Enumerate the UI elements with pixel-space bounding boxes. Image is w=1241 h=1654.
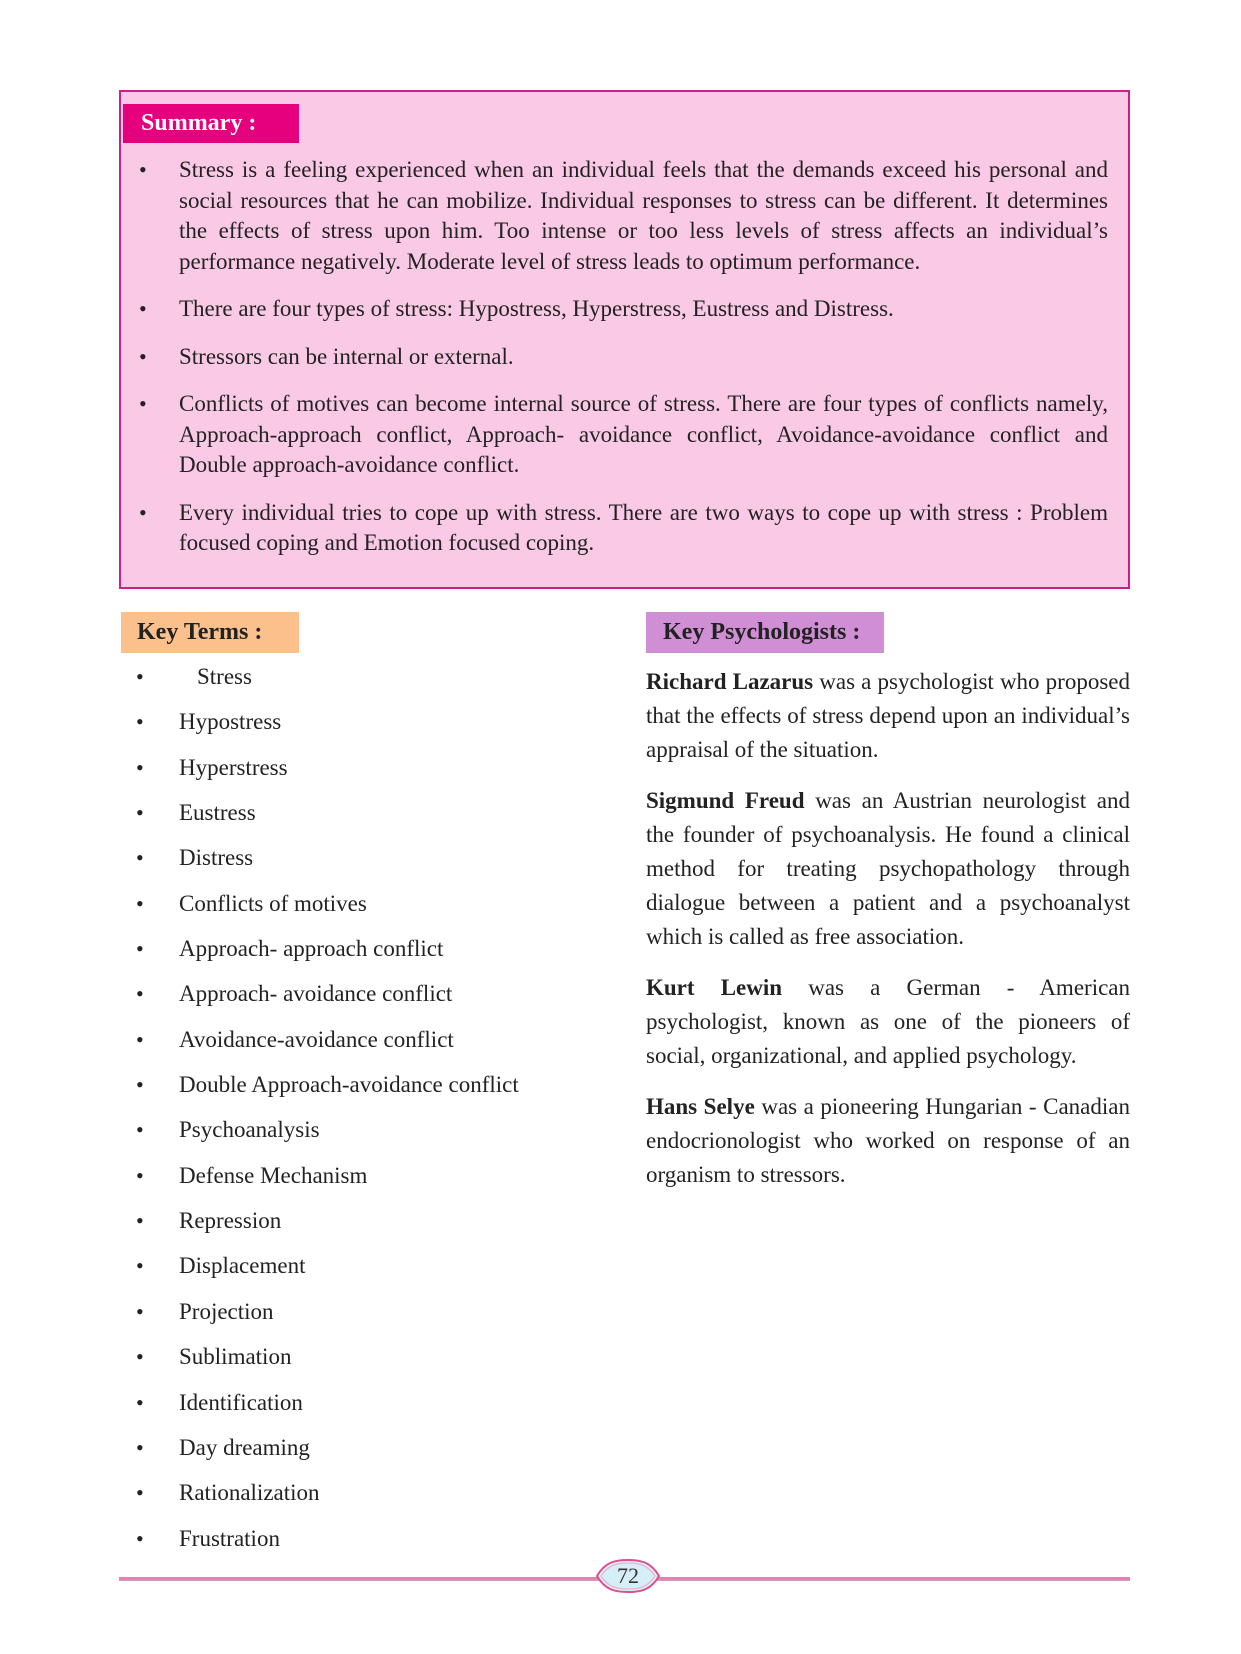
- key-term-item: • Hypostress: [121, 707, 601, 752]
- summary-list: [139, 155, 1108, 576]
- bullet: •: [136, 890, 144, 916]
- psychologist-name: Hans Selye: [646, 1094, 755, 1119]
- bullet: •: [136, 1480, 144, 1506]
- psychologist-name: Kurt Lewin: [646, 975, 783, 1000]
- key-term-item: • Psychoanalysis: [121, 1115, 601, 1160]
- bullet: •: [136, 800, 144, 826]
- psychologist-name: Richard Lazarus: [646, 669, 814, 694]
- key-psychologists-section: [646, 665, 1130, 1209]
- psychologist-entry: [646, 784, 1130, 954]
- bullet: •: [136, 1434, 144, 1460]
- bullet: •: [136, 936, 144, 962]
- summary-item: • Every individual tries to cope up with stress. There are two ways to cope up with stress : Problem focused coping and Emotion focused coping.: [139, 499, 1108, 555]
- key-term-item: • Frustration: [121, 1524, 601, 1569]
- key-terms-list: [121, 662, 601, 1569]
- key-term-item: • Sublimation: [121, 1342, 601, 1387]
- bullet: •: [139, 391, 147, 416]
- key-term-item: • Approach- approach conflict: [121, 934, 601, 979]
- bullet: •: [136, 1525, 144, 1551]
- key-term-item: • Defense Mechanism: [121, 1161, 601, 1206]
- key-term-item: • Avoidance-avoidance conflict: [121, 1025, 601, 1070]
- bullet: •: [139, 343, 147, 369]
- key-term-item: • Projection: [121, 1297, 601, 1342]
- key-term-item: • Conflicts of motives: [121, 889, 601, 934]
- key-term-item: • Displacement: [121, 1251, 601, 1296]
- bullet: •: [139, 296, 147, 321]
- page-number: 72: [617, 1563, 639, 1588]
- key-term-item: • Rationalization: [121, 1478, 601, 1523]
- psychologist-description: was a pioneering Hungarian - Canadian endocrionologist who worked on response of an organism to stressors.: [646, 1094, 1130, 1187]
- bullet: •: [136, 1026, 144, 1052]
- bullet: •: [136, 845, 144, 871]
- psychologist-description: was a psychologist who proposed that the effects of stress depend upon an individual’s appraisal of the situation.: [646, 669, 1131, 762]
- key-term-item: • Day dreaming: [121, 1433, 601, 1478]
- key-term-item: • Repression: [121, 1206, 601, 1251]
- summary-item: • Conflicts of motives can become internal source of stress. There are four types of conflicts namely, Approach-approach conflict, Approach- avoidance conflict, Avoidance-avoidance conflict and Double approach-avoidance conflict.: [139, 391, 1108, 477]
- bullet: •: [136, 1389, 144, 1415]
- key-term-item: • Identification: [121, 1388, 601, 1433]
- bullet: •: [136, 1117, 144, 1143]
- key-term-item: • Hyperstress: [121, 753, 601, 798]
- summary-item: • There are four types of stress: Hypostress, Hyperstress, Eustress and Distress.: [139, 294, 1108, 325]
- bullet: •: [136, 1344, 144, 1370]
- key-terms-heading: Key Terms :: [121, 612, 299, 653]
- bullet: •: [136, 1253, 144, 1279]
- summary-box: [119, 90, 1130, 589]
- bullet: •: [136, 709, 144, 735]
- page-number-badge: [593, 1558, 663, 1594]
- key-term-item: • Approach- avoidance conflict: [121, 979, 601, 1024]
- psychologist-description: was an Austrian neurologist and the founder of psychoanalysis. He found a clinical method for treating psychopathology through dialogue between a patient and a psychoanalyst which is called as free association.: [646, 788, 1130, 949]
- bullet: •: [139, 157, 147, 182]
- psychologist-entry: [646, 971, 1130, 1073]
- bullet: •: [136, 664, 144, 689]
- bullet: •: [136, 981, 144, 1007]
- key-term-item: • Distress: [121, 843, 601, 888]
- key-term-item: • Stress: [121, 662, 601, 707]
- bullet: •: [136, 1162, 144, 1188]
- bullet: •: [136, 754, 144, 780]
- summary-item: • Stressors can be internal or external.: [139, 342, 1108, 373]
- key-psychologists-heading: Key Psychologists :: [646, 612, 884, 653]
- bullet: •: [136, 1072, 144, 1098]
- psychologist-name: Sigmund Freud: [646, 788, 805, 813]
- key-term-item: • Eustress: [121, 798, 601, 843]
- psychologist-entry: [646, 1090, 1130, 1192]
- psychologist-entry: [646, 665, 1130, 767]
- key-term-item: • Double Approach-avoidance conflict: [121, 1070, 601, 1115]
- summary-heading: Summary :: [123, 104, 299, 143]
- psychologist-description: was a German - American psychologist, known as one of the pioneers of social, organizational, and applied psychology.: [646, 975, 1131, 1068]
- bullet: •: [136, 1298, 144, 1324]
- bullet: •: [136, 1208, 144, 1234]
- summary-item: • Stress is a feeling experienced when an individual feels that the demands exceed his personal and social resources that he can mobilize. Individual responses to stress can be different. It determines the effects of stress upon him. Too intense or too less levels of stress affects an individual’s performance negatively. Moderate level of stress leads to optimum performance.: [139, 157, 1108, 274]
- bullet: •: [139, 499, 147, 525]
